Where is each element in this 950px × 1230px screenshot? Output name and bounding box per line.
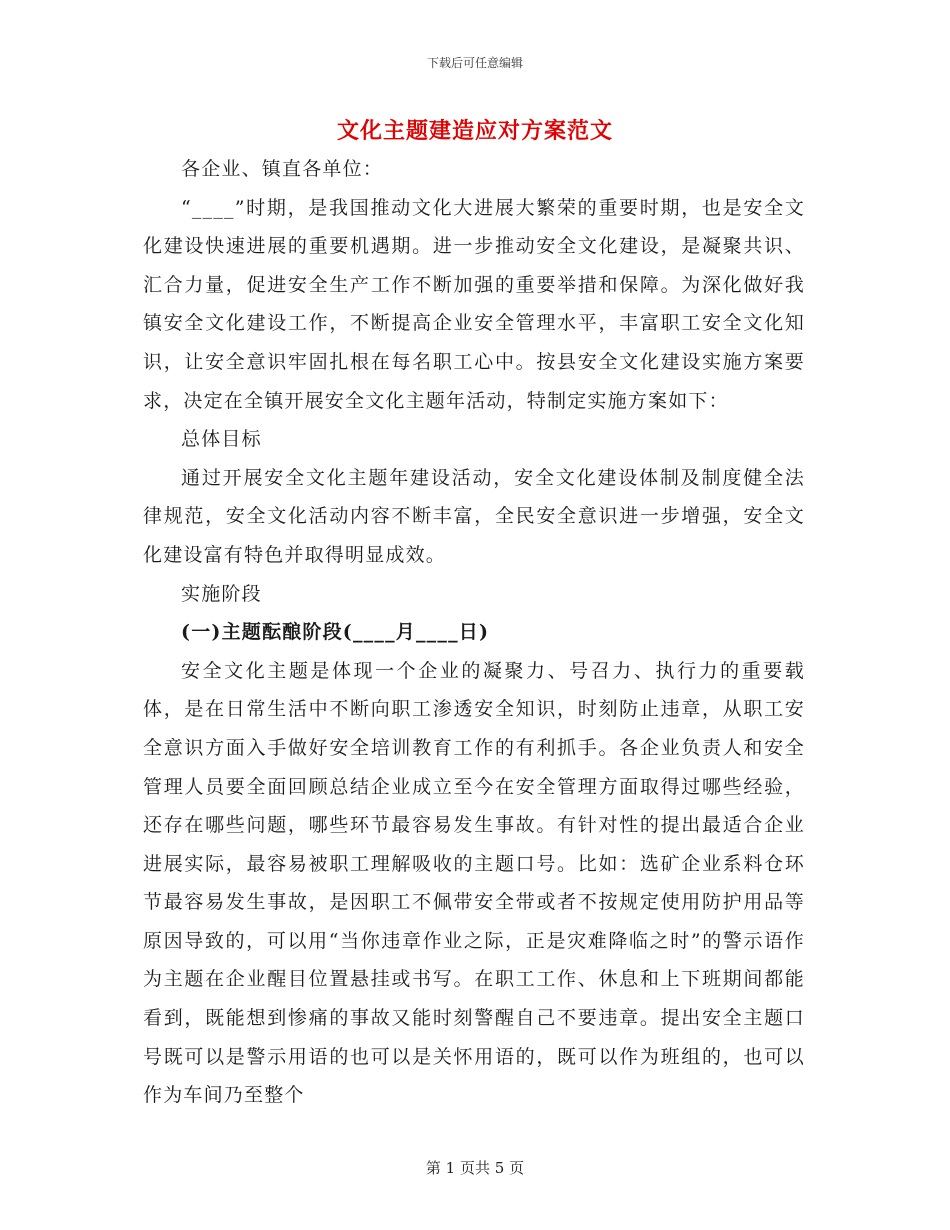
document-title: 文化主题建造应对方案范文 xyxy=(336,118,613,144)
goal-heading: 总体目标 xyxy=(181,428,262,451)
document-body xyxy=(143,150,805,1115)
salutation: 各企业、镇直各单位： xyxy=(181,158,384,180)
page-footer: 第 1 页共 5 页 xyxy=(425,1159,525,1177)
stage1-paragraph: 安全文化主题是体现一个企业的凝聚力、号召力、执行力的重要载体，是在日常生活中不断向职工渗透安全知识，时刻防止违章，从职工安全意识方面入手做好安全培训教育工作的有利抓手。各企业负责人和安全管理人员要全面回顾总结企业成立至今在安全管理方面取得过哪些经验，还存在哪些问题，哪些环节最容易发生事故。有针对性的提出最适合企业进展实际，最容易被职工理解吸收的主题口号。比如：选矿企业系料仓环节最容易发生事故，是因职工不佩带安全带或者不按规定使用防护用品等原因导致的，可以用“当你违章作业之际，正是灾难降临之时”的警示语作为主题在企业醒目位置悬挂或书写。在职工工作、休息和上下班期间都能看到，既能想到惨痛的事故又能时刻警醒自己不要违章。提出安全主题口号既可以是警示用语的也可以是关怀用语的，既可以作为班组的，也可以作为车间乃至整个 xyxy=(143,659,805,1107)
stage1-heading: (一)主题酝酿阶段(____月____日) xyxy=(181,621,490,644)
header-note: 下载后可任意编辑 xyxy=(426,56,523,70)
stage-heading: 实施阶段 xyxy=(181,582,262,605)
intro-paragraph: “____”时期，是我国推动文化大进展大繁荣的重要时期，也是安全文化建设快速进展的重要机遇期。进一步推动安全文化建设，是凝聚共识、汇合力量，促进安全生产工作不断加强的重要举措和保障。为深化做好我镇安全文化建设工作，不断提高企业安全管理水平，丰富职工安全文化知识，让安全意识牢固扎根在每名职工心中。按县安全文化建设实施方案要求，决定在全镇开展安全文化主题年活动，特制定实施方案如下： xyxy=(143,196,805,412)
goal-paragraph: 通过开展安全文化主题年建设活动，安全文化建设体制及制度健全法律规范，安全文化活动内容不断丰富，全民安全意识进一步增强，安全文化建设富有特色并取得明显成效。 xyxy=(143,466,805,566)
